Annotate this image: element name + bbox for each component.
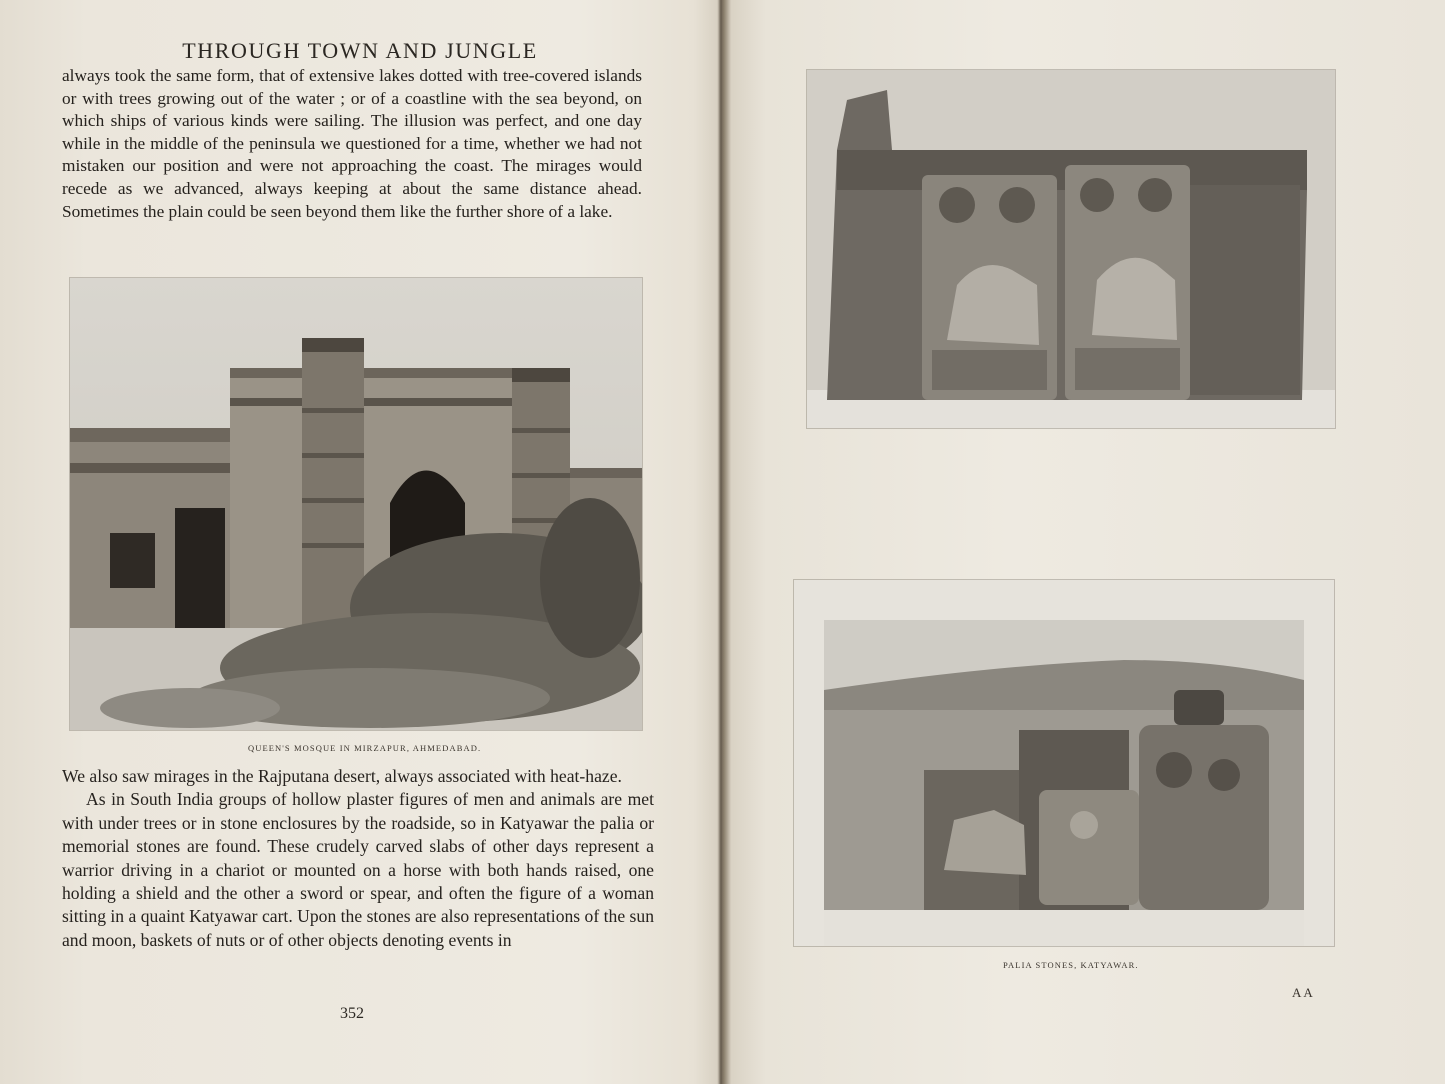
photo-caption-mosque: QUEEN'S MOSQUE IN MIRZAPUR, AHMEDABAD. xyxy=(248,743,482,753)
paragraph-palia-stones: As in South India groups of hollow plaster figures of men and animals are met with under trees or in stone enclosures by the roadside, so in Katyawar the palia or memorial stones are found. These crudely carved slabs of other days represent a warrior driving in a chariot or mounted on a horse with both hands raised, one holding a shield and the other a sword or spear, and often the figure of a woman sitting in a quaint Katyawar cart. Upon the stones are also representations of the sun and moon, baskets of nuts or of other objects denoting events in xyxy=(62,789,654,950)
photo-caption-palia: PALIA STONES, KATYAWAR. xyxy=(1003,960,1139,970)
running-head: THROUGH TOWN AND JUNGLE xyxy=(182,38,538,63)
photo-carved-stones-camels xyxy=(807,70,1335,428)
photo-palia-stones xyxy=(794,580,1334,946)
photo-queens-mosque xyxy=(70,278,642,730)
paragraph-top: always took the same form, that of extensive lakes dotted with tree-covered islands or with trees growing out of the water ; or of a coastline with the sea beyond, on which ships of various kinds were sailing. The illusion was perfect, and one day while in the middle of the peninsula we questioned for a time, whether we had not mistaken our position and were not approaching the coast. The mirages would recede as we advanced, always keeping at about the same distance ahead. Sometimes the plain could be seen beyond them like the further shore of a lake. xyxy=(62,66,642,221)
paragraph-mirages: We also saw mirages in the Rajputana desert, always associated with heat-haze. xyxy=(62,766,622,786)
left-page xyxy=(0,0,720,1084)
signature-mark: AA xyxy=(1292,985,1315,1000)
paragraph-bottom xyxy=(62,765,654,952)
page-number: 352 xyxy=(340,1005,364,1022)
right-page xyxy=(724,0,1445,1084)
